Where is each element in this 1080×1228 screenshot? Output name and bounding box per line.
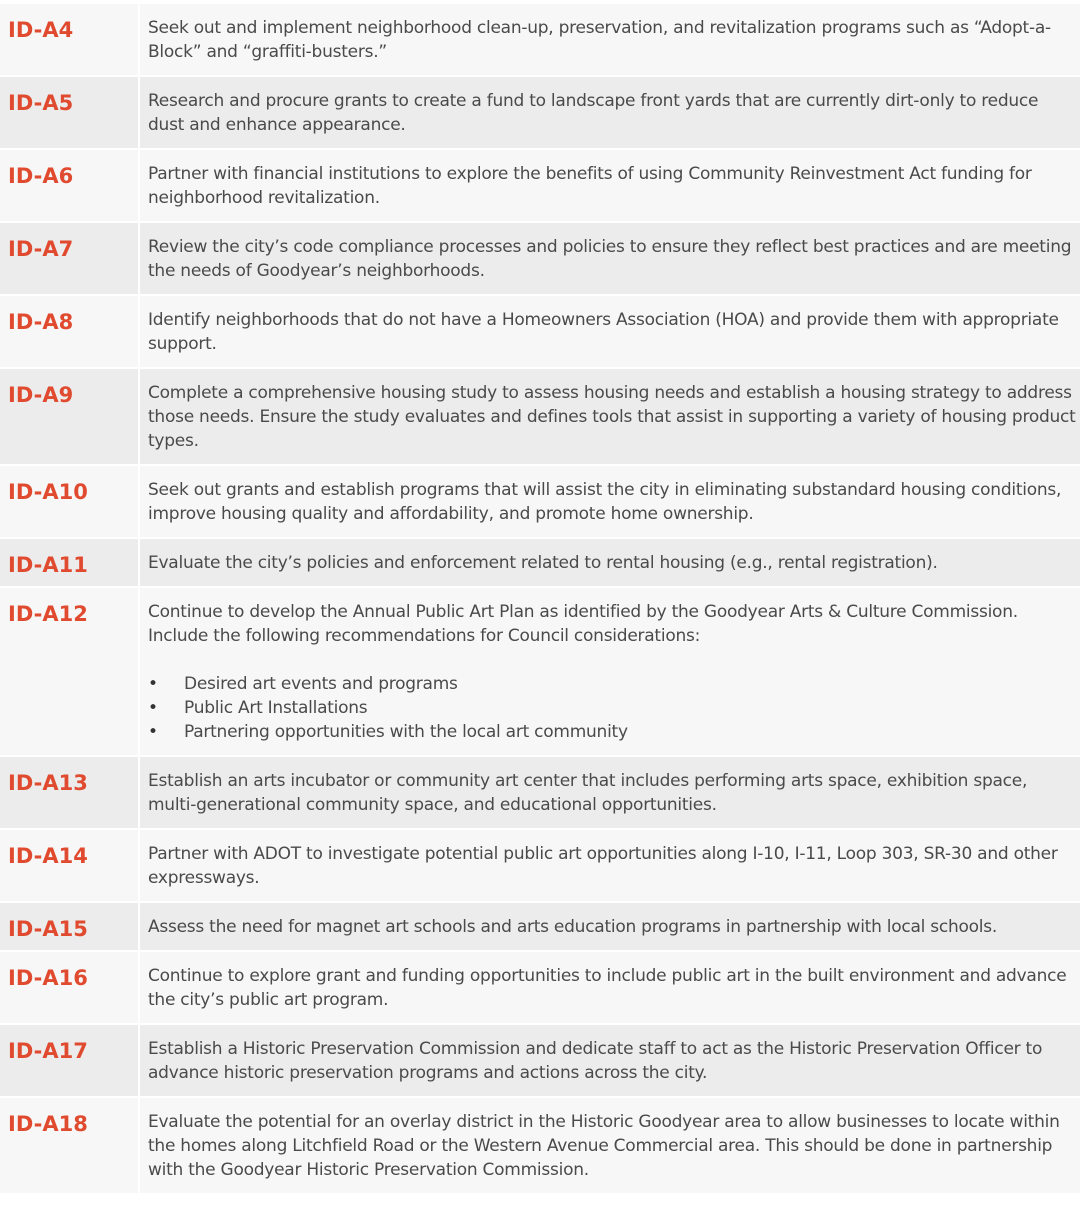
list-item: • Public Art Installations [148,696,1076,720]
action-description: Assess the need for magnet art schools and arts education programs in partnership with local schools. [138,903,1080,950]
action-description: Identify neighborhoods that do not have a Homeowners Association (HOA) and provide them with appropriate support. [138,296,1080,367]
action-id: ID-A9 [0,369,138,464]
action-items-table [0,4,1080,1193]
action-id: ID-A18 [0,1098,138,1193]
action-description: Partner with financial institutions to explore the benefits of using Community Reinvestment Act funding for neighborhood revitalization. [138,150,1080,221]
action-description: Establish an arts incubator or community art center that includes performing arts space, exhibition space, multi-generational community space, and educational opportunities. [138,757,1080,828]
action-description: Partner with ADOT to investigate potential public art opportunities along I-10, I-11, Loop 303, SR-30 and other expressways. [138,830,1080,901]
list-item: • Partnering opportunities with the local art community [148,720,1076,744]
table-row [0,537,1080,586]
action-description: Seek out and implement neighborhood clean-up, preservation, and revitalization programs such as “Adopt-a-Block” and “graffiti-busters.” [138,4,1080,75]
action-id: ID-A11 [0,539,138,586]
action-description: Review the city’s code compliance processes and policies to ensure they reflect best practices and are meeting the needs of Goodyear’s neighborhoods. [138,223,1080,294]
table-row [0,75,1080,148]
action-description: Seek out grants and establish programs that will assist the city in eliminating substandard housing conditions, improve housing quality and affordability, and promote home ownership. [138,466,1080,537]
action-id: ID-A14 [0,830,138,901]
action-id: ID-A5 [0,77,138,148]
recommendation-list [148,672,1076,744]
action-id: ID-A8 [0,296,138,367]
action-description: Continue to explore grant and funding opportunities to include public art in the built environment and advance the city’s public art program. [138,952,1080,1023]
action-description-cell [138,588,1080,755]
table-row [0,755,1080,828]
action-id: ID-A13 [0,757,138,828]
table-row [0,586,1080,755]
table-row [0,148,1080,221]
table-row [0,901,1080,950]
action-id: ID-A10 [0,466,138,537]
table-row [0,221,1080,294]
table-row [0,4,1080,75]
action-id: ID-A6 [0,150,138,221]
action-description: Research and procure grants to create a fund to landscape front yards that are currently dirt-only to reduce dust and enhance appearance. [138,77,1080,148]
action-description: Evaluate the city’s policies and enforcement related to rental housing (e.g., rental registration). [138,539,1080,586]
action-id: ID-A15 [0,903,138,950]
action-description: Establish a Historic Preservation Commission and dedicate staff to act as the Historic Preservation Officer to advance historic preservation programs and actions across the city. [138,1025,1080,1096]
table-row [0,294,1080,367]
table-row [0,828,1080,901]
action-id: ID-A16 [0,952,138,1023]
table-row [0,950,1080,1023]
table-row [0,464,1080,537]
table-row [0,367,1080,464]
action-description: Continue to develop the Annual Public Art Plan as identified by the Goodyear Arts & Culture Commission. Include the following recommendations for Council considerations: [148,602,1018,646]
action-id: ID-A4 [0,4,138,75]
table-row [0,1023,1080,1096]
action-id: ID-A17 [0,1025,138,1096]
action-description: Evaluate the potential for an overlay district in the Historic Goodyear area to allow businesses to locate within the homes along Litchfield Road or the Western Avenue Commercial area. This should be done in partnership with the Goodyear Historic Preservation Commission. [138,1098,1080,1193]
action-id: ID-A12 [0,588,138,755]
list-item: • Desired art events and programs [148,672,1076,696]
action-description: Complete a comprehensive housing study to assess housing needs and establish a housing strategy to address those needs. Ensure the study evaluates and defines tools that assist in supporting a variety of housing product types. [138,369,1080,464]
table-row [0,1096,1080,1193]
action-id: ID-A7 [0,223,138,294]
